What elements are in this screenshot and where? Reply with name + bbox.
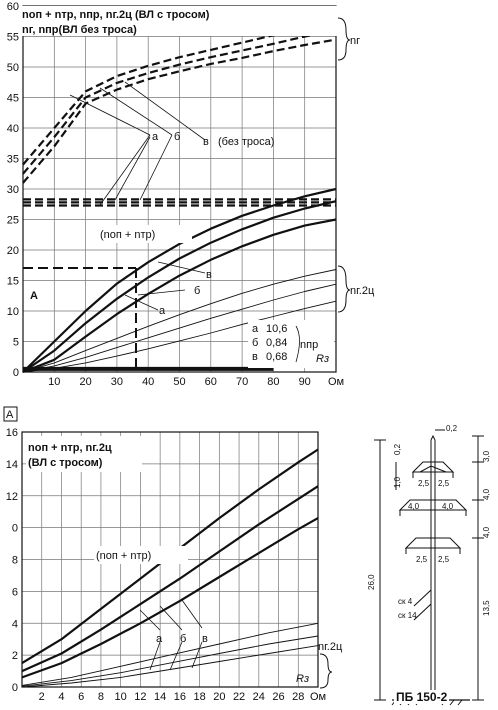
curve-label-v-mid: в: [206, 269, 212, 281]
bottom-x-tick-label: 28: [292, 691, 305, 703]
bottom-series-line: [22, 623, 318, 685]
bottom-y-tick-label: 4: [11, 618, 18, 631]
bottom-x-tick-label: 22: [232, 691, 246, 703]
top-chart-y-ticks: [7, 1, 19, 379]
top-x-tick-label: 70: [235, 376, 249, 388]
bottom-x-tick-label: 16: [173, 691, 186, 703]
nop-ntr-label: (nоп + nтр): [100, 229, 156, 241]
bottom-x-tick-label: 20: [213, 691, 226, 703]
bottom-chart: [4, 407, 343, 703]
dim-arm-top-l: 2,5: [418, 479, 430, 488]
npr-value-b: 0,84: [266, 337, 288, 349]
bottom-curve-label-v: в: [202, 633, 208, 645]
bottom-y-tick-label: 6: [11, 586, 18, 599]
bottom-brace-ng2c: [320, 654, 332, 688]
top-y-tick-label: 60: [6, 1, 19, 13]
bottom-x-tick-label: 14: [154, 691, 167, 703]
top-label-1: nоп + nтр, nпр, nг.2ц (ВЛ с тросом): [22, 9, 210, 21]
dim-arm-mid-r: 4,0: [442, 502, 454, 511]
curve-label-b-mid: б: [194, 285, 201, 297]
top-x-tick-label: 60: [204, 376, 217, 388]
top-chart: [7, 1, 375, 388]
bottom-y-tick-label: 2: [11, 650, 18, 663]
top-y-tick-label: 30: [6, 184, 19, 196]
bottom-y-tick-label: 0: [11, 522, 18, 535]
tower-dimension-labels: [367, 424, 491, 620]
npr-letter-a: а: [252, 323, 259, 335]
bottom-chart-y-ticks: [6, 427, 18, 694]
bottom-y-tick-label: 14: [5, 458, 18, 471]
curve-label-v: в: [203, 136, 209, 148]
bottom-x-tick-label: Ом: [309, 691, 327, 703]
bottom-x-tick-label: 8: [97, 691, 104, 703]
bottom-r3-label: Rз: [296, 673, 310, 685]
top-y-tick-label: 0: [12, 367, 19, 379]
bottom-x-tick-label: 12: [134, 691, 147, 703]
top-y-tick-label: 10: [6, 306, 19, 318]
bottom-curve-label-b: б: [180, 633, 187, 645]
top-x-tick-label: 10: [48, 376, 61, 388]
top-x-tick-label: 40: [142, 376, 155, 388]
top-y-tick-label: 55: [6, 31, 19, 44]
top-x-tick-label: 50: [173, 376, 186, 388]
brace-ng: [338, 18, 350, 60]
bottom-x-tick-label: 4: [58, 691, 65, 703]
bottom-y-tick-label: 12: [5, 490, 18, 503]
dim-d4: 4,0: [482, 526, 491, 538]
ng-right-label: nг: [350, 35, 361, 47]
top-y-tick-label: 15: [6, 275, 19, 288]
curve-label-a-mid: а: [159, 305, 166, 317]
bottom-x-tick-label: 2: [38, 691, 45, 703]
bottom-y-tick-label: 8: [11, 554, 18, 567]
dim-total: 26,0: [367, 574, 376, 590]
bottom-title-2: (ВЛ с тросом): [28, 457, 103, 469]
leader-lines-top: [70, 82, 205, 205]
bottom-x-tick-label: 18: [193, 691, 206, 703]
dim-sk4: ск 4: [398, 597, 413, 606]
npr-letter-v: в: [252, 351, 258, 363]
bottom-x-tick-label: 6: [78, 691, 85, 703]
top-chart-grid: [23, 6, 336, 372]
npr-letter-b: б: [252, 337, 259, 349]
dim-d5: 1,0: [393, 476, 402, 488]
dim-d1: 0,2: [393, 443, 402, 455]
npr-value-a: 10,6: [266, 323, 288, 335]
dim-d2: 3,0: [482, 450, 491, 462]
top-chart-x-ticks: [48, 376, 344, 388]
letter-a-marker: А: [30, 290, 38, 302]
brace-ng2c: [338, 266, 350, 312]
bottom-y-tick-label: 0: [11, 682, 18, 694]
bottom-x-tick-label: 24: [252, 691, 265, 703]
dim-arm-bot-l: 2,5: [416, 555, 428, 564]
top-y-tick-label: 25: [6, 214, 19, 227]
tower-caption-text: ПБ 150-2: [396, 690, 448, 704]
top-x-tick-label: 90: [298, 376, 311, 388]
top-y-tick-label: 45: [6, 92, 19, 105]
top-label-2: nг, nпр(ВЛ без троса): [22, 24, 137, 36]
dim-arm-top-r: 2,5: [438, 479, 450, 488]
top-x-tick-label: 80: [267, 376, 280, 388]
top-x-tick-label: Ом: [327, 376, 345, 388]
r3-label-top: Rз: [316, 353, 330, 365]
dim-sk14: ск 14: [398, 611, 417, 620]
npr-value-v: 0,68: [266, 351, 288, 363]
dim-arm-bot-r: 2,5: [438, 555, 450, 564]
curve-label-b: б: [174, 131, 181, 143]
bottom-x-tick-label: 26: [272, 691, 285, 703]
top-y-tick-label: 20: [6, 245, 19, 257]
dim-arm-mid-l: 4,0: [408, 502, 420, 511]
top-x-tick-label: 30: [110, 376, 124, 388]
bottom-ng2c-label: nг.2ц: [318, 641, 343, 653]
top-y-tick-label: 35: [6, 153, 19, 166]
bottom-chart-series: [22, 450, 318, 688]
bottom-series-line: [22, 518, 318, 677]
curve-label-a: а: [152, 131, 159, 143]
panel-a-label: А: [6, 409, 14, 421]
bottom-x-tick-label: 10: [114, 691, 127, 703]
ng2c-right-label: nг.2ц: [350, 285, 375, 297]
dim-lower: 13,5: [482, 600, 491, 616]
bottom-chart-x-ticks: [39, 691, 326, 703]
dim-top: 0,2: [446, 424, 458, 433]
top-x-tick-label: 20: [79, 376, 92, 388]
bottom-title-1: nоп + nтр, nг.2ц: [28, 442, 112, 454]
tower-drawing: [374, 430, 484, 705]
top-y-tick-label: 5: [12, 336, 19, 349]
bez-trosa-label: (без троса): [218, 136, 275, 148]
top-y-tick-label: 50: [6, 62, 19, 74]
npr-label: nпр: [300, 339, 319, 351]
bottom-curve-label-a: а: [156, 633, 163, 645]
bottom-nop-ntr-label: (nоп + nтр): [96, 550, 152, 562]
dim-d3: 4,0: [482, 488, 491, 500]
top-y-tick-label: 40: [6, 123, 19, 135]
bottom-y-tick-label: 16: [5, 427, 18, 439]
